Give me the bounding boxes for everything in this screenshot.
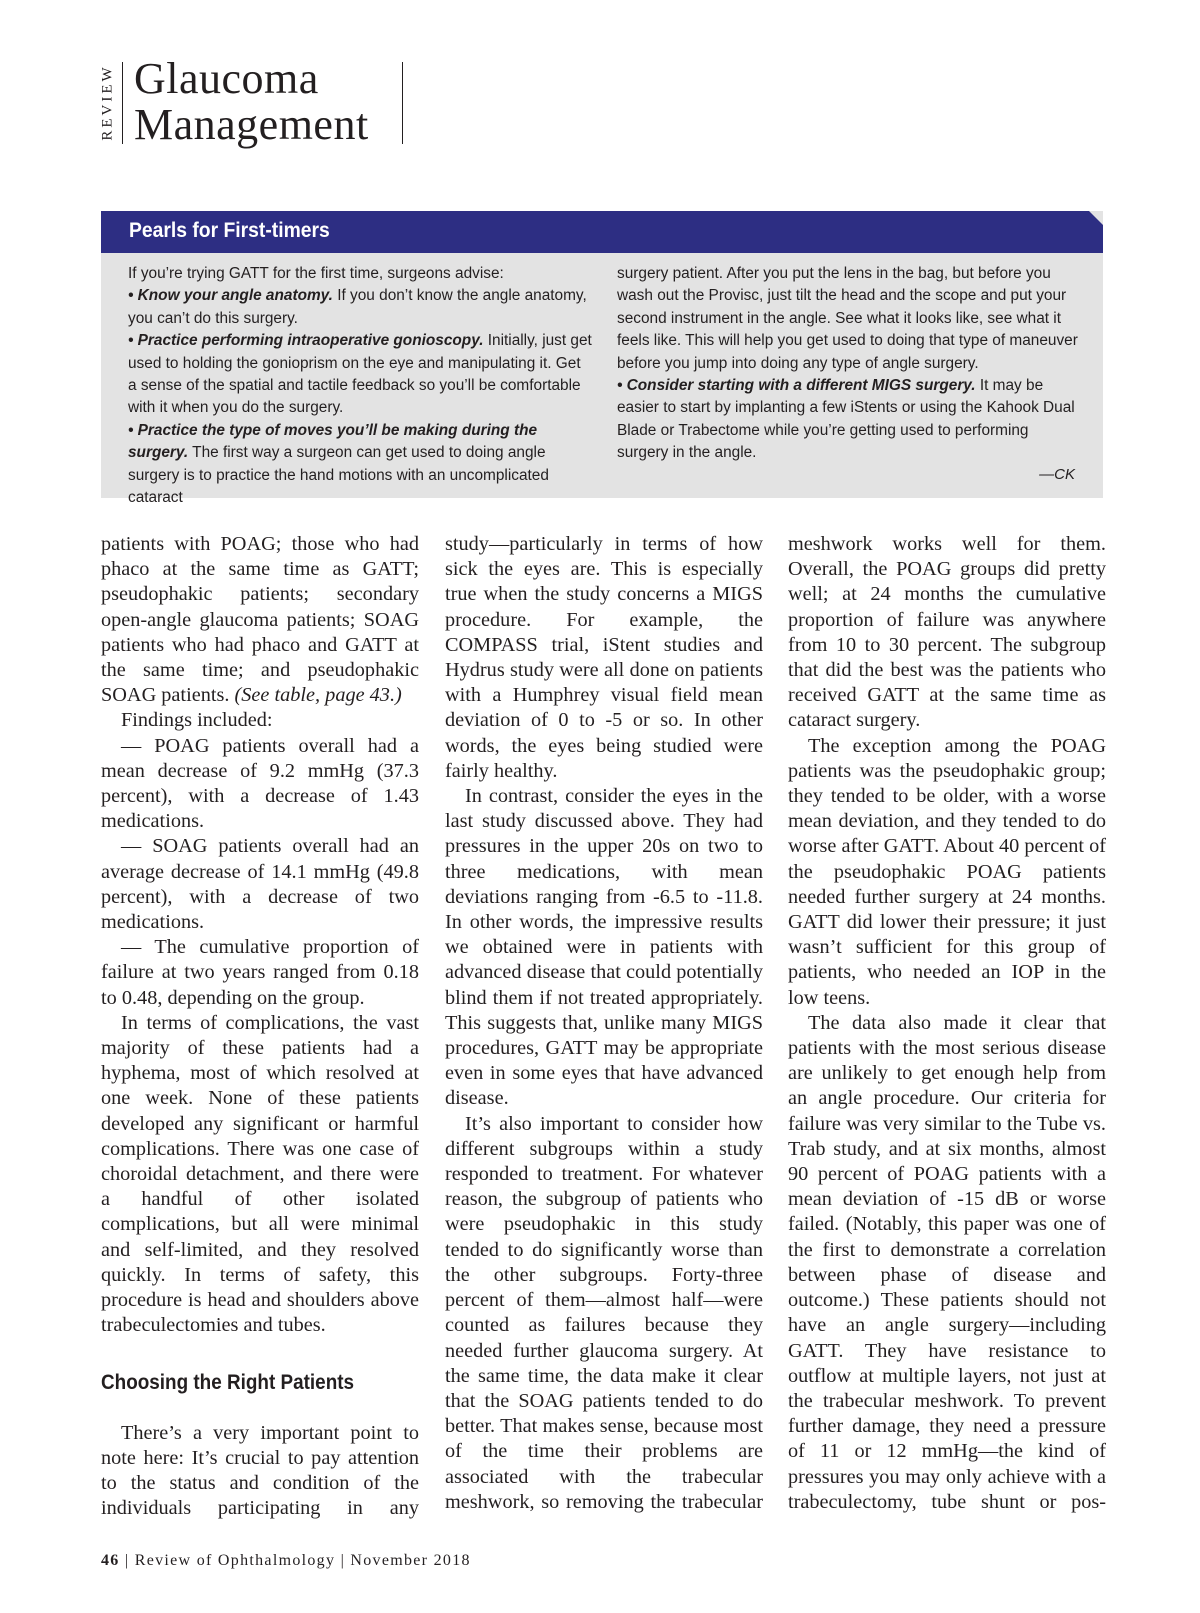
sidebar-tip-3-head: • Practice the type of moves you’ll be making during the surgery. [128,421,538,462]
sidebar-tip-4-head: • Consider starting with a different MIGS surgery. [617,377,976,395]
sidebar-tip-2-body: Initially, just get used to holding the gonioprism on the eye and manipulating it. Get a sense of the spatial and tactile feedback so you’ll be comfortable with it when you do the surgery. [128,332,592,417]
sidebar-tip-3 [128,420,593,510]
page-number: 46 [101,1552,120,1569]
sidebar-column-left [128,263,593,509]
sidebar-tip-1 [128,285,593,330]
sidebar-tip-3-continued: surgery patient. After you put the lens in the bag, but before you wash out the Provisc, just tilt the head and the scope and put your second instrument in the angle. See what it looks like, see what it feels like. This will help you get used to doing that type of maneuver before you jump into doing any type of angle surgery. [617,265,1078,372]
page-footer [101,1552,471,1570]
sidebar-column-right [617,263,1082,465]
col1-paragraph-2: Findings included: [121,709,273,732]
body-column-3 [788,532,1106,1515]
subhead-choosing-patients: Choosing the Right Patients [101,1370,355,1394]
footer-separator-2: | [335,1552,351,1569]
col2-paragraph-2: In contrast, consider the eyes in the last study discussed above. They had pressures in the upper 20s on two to three medications, with mean deviations ranging from -6.5 to -11.8. In other words, the impressive results we obtained were in patients with advanced disease that could potentially blind them if not treated appropriately. This suggests that, unlike many MIGS procedures, GATT may be appropriate even in some eyes that have advanced disease. [445,785,763,1110]
section-tag-label: REVIEW [99,63,116,141]
col2-paragraph-3: It’s also important to consider how different subgroups within a study responded to treatment. For whatever reason, the subgroup of patients who were pseudophakic in this study tended to do significantly worse than the other subgroups. Forty-three percent of them—almost half—were counted as failures because they needed further glaucoma surgery. At the same time, the data make it clear that the SOAG patients tended to do better. That makes sense, because most of the time their problems are associated with the trabecular meshwork, so removing the trabecular [445,1112,763,1513]
department-title-line1: Glaucoma [134,54,319,103]
col3-paragraph-1: meshwork works well for them. Overall, the POAG groups did pretty well; at 24 months the cumulative proportion of failure was anywhere from 10 to 30 percent. The subgroup that did the best was the patients who received GATT at the same time as cataract surgery. [788,533,1106,732]
body-column-1 [101,532,419,1521]
col3-paragraph-2: The exception among the POAG patients was the pseudophakic group; they tended to be older, with a worse mean deviation, and they tended to do worse after GATT. About 40 percent of the pseudophakic POAG patients needed further surgery at 24 months. GATT did lower their pressure; it just wasn’t sufficient for this group of patients, who needed an IOP in the low teens. [788,734,1106,1009]
footer-separator-1: | [119,1552,135,1569]
col3-paragraph-3: The data also made it clear that patients with the most serious disease are unlikely to get enough help from an angle procedure. Our criteria for failure was very similar to the Tube vs. Trab study, and at six months, almost 90 percent of POAG patients with a mean deviation of -15 dB or worse failed. (Notably, this paper was one of the first to demonstrate a correlation between phase of disease and outcome.) These patients should not have an angle surgery—including GATT. They have resistance to outflow at multiple layers, not just at the trabecular meshwork. To prevent further damage, they need a pressure of 11 or 12 mmHg—the kind of pressures you may only achieve with a trabeculectomy, tube shunt or pos- [788,1011,1106,1513]
col1-finding-2: — SOAG patients overall had an average decrease of 14.1 mmHg (49.8 percent), with a decrease of two medications. [101,835,419,934]
pearls-sidebar [101,211,1103,507]
body-column-2 [445,532,763,1515]
col1-finding-3: — The cumulative proportion of failure at two years ranged from 0.18 to 0.48, depending on the group. [101,936,419,1009]
section-tag [96,60,120,144]
col2-paragraph-1: study—particularly in terms of how sick the eyes are. This is especially true when the study concerns a MIGS procedure. For example, the COMPASS trial, iStent studies and Hydrus study were all done on patients with a Humphrey visual field mean deviation of 0 to -5 or so. In other words, the eyes being studied were fairly healthy. [445,533,763,782]
col1-paragraph-1 [101,532,419,708]
title-divider [402,62,403,144]
col1-paragraph-complications: In terms of complications, the vast majority of these patients had a hyphema, most of which resolved at one week. None of these patients developed any significant or harmful complications. There was one case of choroidal detachment, and there were a handful of other isolated complications, but all were minimal and self-limited, and they resolved quickly. In terms of safety, this procedure is head and shoulders above trabeculectomies and tubes. [101,1011,419,1337]
col1-finding-1: — POAG patients overall had a mean decrease of 9.2 mmHg (37.3 percent), with a decrease of 1.43 medications. [101,734,419,833]
department-title [134,56,369,148]
sidebar-intro: If you’re trying GATT for the first time, surgeons advise: [128,265,504,282]
sidebar-tip-1-body: If you don’t know the angle anatomy, you can’t do this surgery. [128,287,587,327]
publication-name: Review of Ophthalmology [134,1552,336,1569]
col1-paragraph-last: There’s a very important point to note here: It’s crucial to pay attention to the status and condition of the individuals participating in any [101,1421,419,1520]
sidebar-tip-2-head: • Practice performing intraoperative gonioscopy. [128,332,484,350]
sidebar-title: Pearls for First-timers [129,219,330,242]
table-reference: (See table, page 43.) [234,684,402,707]
sidebar-tip-4-body: It may be easier to start by implanting a few iStents or using the Kahook Dual Blade or Trabectome while you’re getting used to performing surgery in the angle. [617,377,1075,462]
sidebar-tip-4 [617,375,1082,465]
section-tag-divider [122,62,123,144]
col1-paragraph-1-text: patients with POAG; those who had phaco at the same time as GATT; pseudophakic patients; secondary open-angle glaucoma patients; SOAG patients who had phaco and GATT at the same time; and pseudophakic SOAG patients. [101,533,419,707]
sidebar-signature: —CK [1039,466,1075,483]
issue-date: November 2018 [350,1552,471,1569]
sidebar-tip-3-body-left: The first way a surgeon can get used to doing angle surgery is to practice the hand motions with an uncomplicated cataract [128,444,549,507]
department-title-line2: Management [134,100,369,149]
sidebar-tip-2 [128,330,593,420]
sidebar-tip-1-head: • Know your angle anatomy. [128,287,333,305]
